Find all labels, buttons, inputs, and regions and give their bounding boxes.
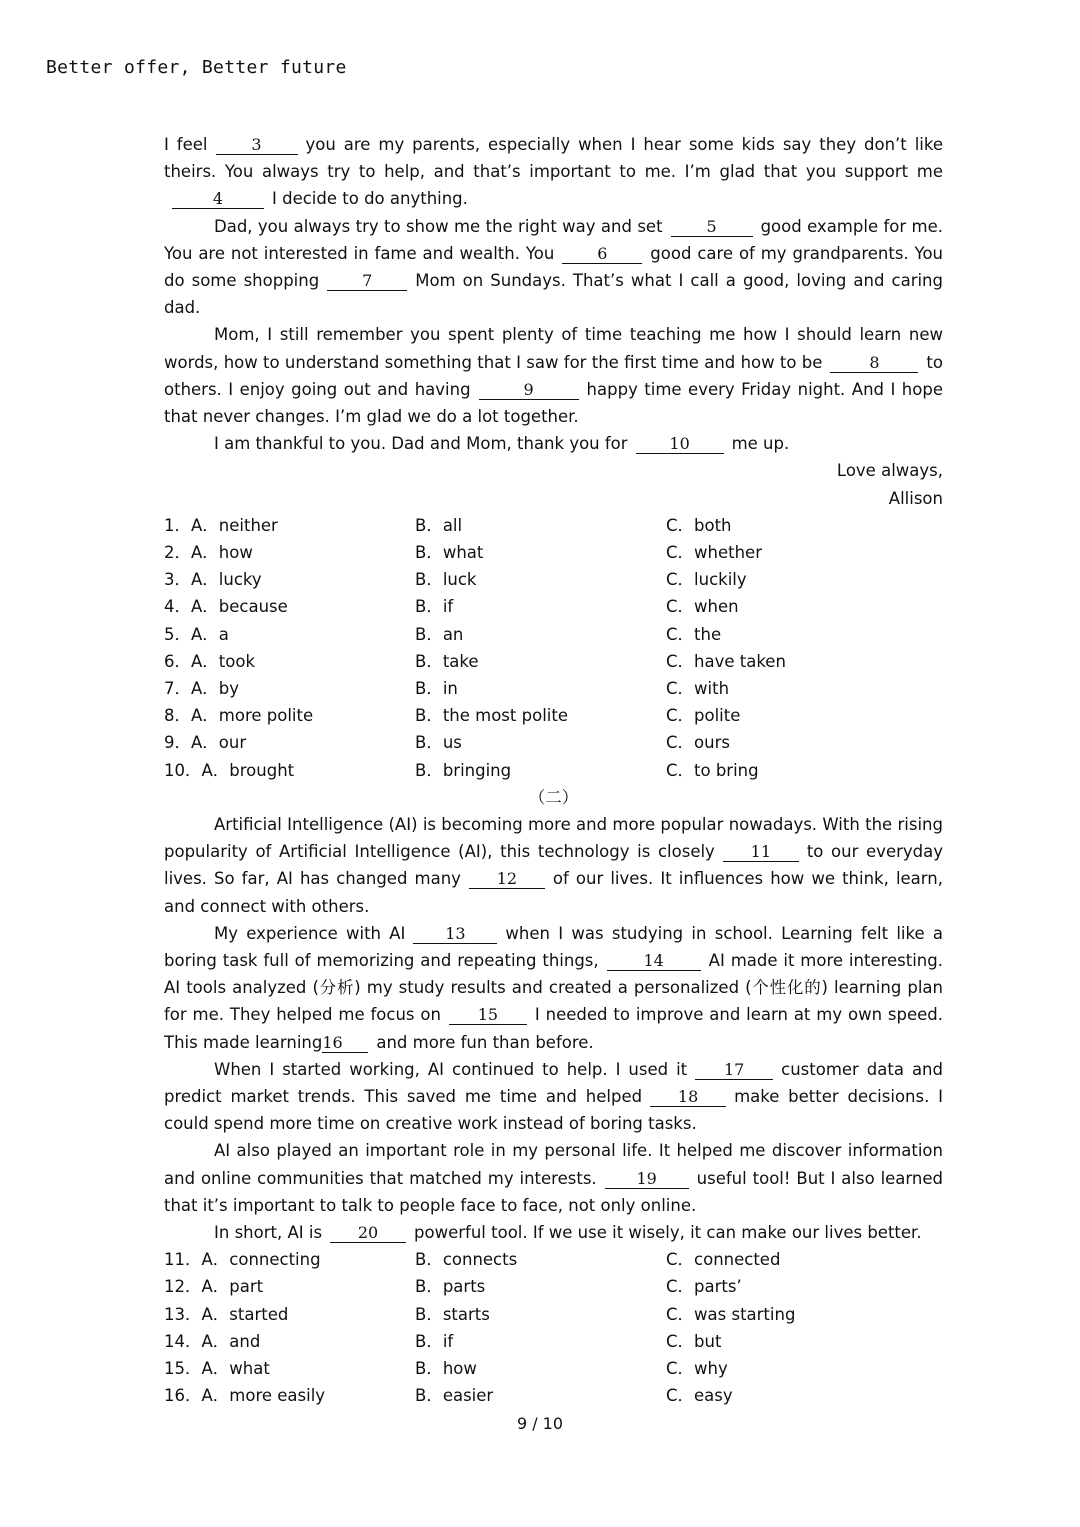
blank-13: 13 [413, 925, 497, 944]
option-a: 7．A．by [164, 678, 240, 698]
option-b: B．how [415, 1358, 477, 1378]
paragraph-text: Artificial Intelligence (AI) is becoming more and more popular nowadays. With the rising popularity of Artificial Intelligence (AI), this technology is closely [164, 814, 943, 862]
option-row [164, 593, 943, 620]
option-row [164, 1273, 943, 1300]
option-c: C．whether [666, 543, 762, 563]
option-b: B．luck [415, 570, 477, 590]
paragraph-text: AI also played an important role in my personal life. It helped me discover information and online communities that matched my interests. [164, 1141, 943, 1188]
option-b: B．if [415, 1331, 454, 1351]
option-b: B．us [415, 733, 462, 753]
option-row [164, 1355, 943, 1382]
option-row [164, 729, 943, 756]
paragraph-text: me up. [731, 434, 790, 454]
paragraph [164, 1137, 943, 1219]
paragraph-text: When I started working, AI continued to help. I used it [214, 1059, 688, 1079]
option-c: C．the [666, 624, 722, 644]
option-row [164, 566, 943, 593]
paragraph [164, 213, 943, 322]
option-a: 10．A．brought [164, 760, 295, 780]
option-c: C．both [666, 515, 732, 535]
option-b: B．easier [415, 1386, 494, 1406]
paragraph-text: good example for me. You are not interested in fame and wealth. You [164, 216, 943, 263]
option-c: C．connected [666, 1250, 781, 1270]
paragraph [164, 131, 943, 213]
paragraph-text: to others. I enjoy going out and having [164, 352, 943, 399]
option-a: 3．A．lucky [164, 570, 262, 590]
blank-19: 19 [605, 1170, 689, 1189]
paragraph-text: I needed to improve and learn at my own speed. This made learning [164, 1005, 943, 1052]
options-list-2 [164, 1246, 943, 1409]
option-a: 9．A．our [164, 733, 247, 753]
option-row [164, 621, 943, 648]
blank-15: 15 [449, 1006, 527, 1025]
paragraph-text: when I was studying in school. Learning felt like a boring task full of memorizing and repeating things, [164, 923, 943, 970]
option-a: 12．A．part [164, 1277, 264, 1297]
option-a: 14．A．and [164, 1331, 261, 1351]
option-row [164, 1246, 943, 1273]
option-row [164, 539, 943, 566]
option-b: B．an [415, 624, 464, 644]
option-c: C．luckily [666, 570, 747, 590]
blank-17: 17 [695, 1061, 773, 1080]
option-a: 13．A．started [164, 1304, 289, 1324]
blank-6: 6 [562, 245, 642, 264]
option-row [164, 1382, 943, 1409]
option-c: C．parts’ [666, 1277, 742, 1297]
blank-4: 4 [172, 190, 264, 209]
option-b: B．all [415, 515, 463, 535]
paragraph-text: I feel [164, 135, 208, 154]
option-a: 5．A．a [164, 624, 229, 644]
paragraph-text: customer data and predict market trends. This saved me time and helped [164, 1059, 943, 1106]
option-c: C．when [666, 597, 739, 617]
paragraph-text: My experience with AI [214, 923, 406, 943]
option-c: C．polite [666, 706, 741, 726]
blank-8: 8 [830, 354, 918, 373]
option-c: C．but [666, 1331, 722, 1351]
option-row [164, 702, 943, 729]
blank-18: 18 [650, 1088, 726, 1107]
option-a: 16．A．more easily [164, 1386, 326, 1406]
blank-14: 14 [607, 952, 701, 971]
option-c: C．have taken [666, 651, 786, 671]
option-c: C．was starting [666, 1304, 796, 1324]
option-a: 6．A．took [164, 651, 255, 671]
option-a: 1．A．neither [164, 515, 278, 535]
paragraph-text: you are my parents, especially when I hear some kids say they don’t like theirs. You always try to help, and that’s important to me. I’m glad that you support me [164, 135, 944, 182]
option-row [164, 1301, 943, 1328]
option-row [164, 675, 943, 702]
worksheet-content [164, 131, 943, 1409]
option-a: 11．A．connecting [164, 1250, 321, 1270]
option-b: B．take [415, 651, 479, 671]
paragraph-text: happy time every Friday night. And I hope that never changes. I’m glad we do a lot together. [164, 379, 943, 427]
option-c: C．easy [666, 1386, 733, 1406]
option-b: B．if [415, 597, 454, 617]
paragraph-text: powerful tool. If we use it wisely, it can make our lives better. [414, 1222, 922, 1242]
option-a: 4．A．because [164, 597, 288, 617]
option-row [164, 512, 943, 539]
paragraph-text: good care of my grandparents. You do some shopping [164, 243, 943, 291]
paragraph-text: to our everyday lives. So far, AI has changed many [164, 842, 943, 889]
paragraph-text: Dad, you always try to show me the right way and set [214, 216, 663, 236]
option-row [164, 757, 943, 784]
option-c: C．why [666, 1358, 728, 1378]
paragraph-text: make better decisions. I could spend more time on creative work instead of boring tasks. [164, 1086, 944, 1134]
page-header: Better offer, Better future [46, 57, 347, 78]
blank-9: 9 [479, 381, 579, 400]
paragraph-text: I am thankful to you. Dad and Mom, thank you for [214, 434, 628, 454]
paragraph [164, 1056, 943, 1138]
option-b: B．in [415, 678, 458, 698]
blank-16: 16 [322, 1034, 368, 1053]
paragraph-text: and more fun than before. [376, 1032, 594, 1052]
option-row [164, 648, 943, 675]
paragraph-text: Mom on Sundays. That’s what I call a good, loving and caring dad. [164, 271, 943, 318]
paragraph [164, 1219, 943, 1246]
blank-5: 5 [671, 218, 753, 237]
section-heading: （二） [528, 787, 579, 807]
blank-3: 3 [216, 136, 298, 155]
blank-7: 7 [327, 272, 407, 291]
paragraph [164, 430, 943, 457]
paragraph-text: AI made it more interesting. AI tools analyzed (分析) my study results and created a personalized (个性化的) learning plan for me. They helped me focus on [164, 950, 943, 1025]
paragraph-text: of our lives. It influences how we think, learn, and connect with others. [164, 869, 943, 916]
option-b: B．what [415, 543, 484, 563]
paragraph-text: In short, AI is [214, 1222, 323, 1242]
letter-closing: Love always, [836, 461, 943, 481]
paragraph-text: useful tool! But I also learned that it’s important to talk to people face to face, not only online. [164, 1168, 943, 1215]
blank-20: 20 [330, 1224, 406, 1243]
options-list-1 [164, 512, 943, 784]
page-number: 9 / 10 [516, 1414, 564, 1433]
blank-11: 11 [723, 843, 799, 862]
option-c: C．with [666, 678, 730, 698]
paragraph [164, 920, 943, 1056]
option-row [164, 1328, 943, 1355]
option-b: B．parts [415, 1277, 486, 1297]
option-a: 15．A．what [164, 1358, 270, 1378]
blank-12: 12 [469, 870, 545, 889]
option-c: C．ours [666, 733, 730, 753]
paragraph [164, 321, 943, 430]
option-b: B．bringing [415, 760, 512, 780]
option-b: B．the most polite [415, 706, 568, 726]
option-a: 2．A．how [164, 543, 253, 563]
option-a: 8．A．more polite [164, 706, 314, 726]
paragraph-text: Mom, I still remember you spent plenty of time teaching me how I should learn new words, how to understand something that I saw for the first time and how to be [164, 325, 943, 372]
paragraph [164, 811, 943, 920]
option-b: B．connects [415, 1250, 518, 1270]
blank-10: 10 [636, 435, 724, 454]
option-b: B．starts [415, 1304, 490, 1324]
paragraph-text: I decide to do anything. [272, 189, 468, 209]
option-c: C．to bring [666, 760, 759, 780]
letter-signature: Allison [888, 488, 943, 508]
